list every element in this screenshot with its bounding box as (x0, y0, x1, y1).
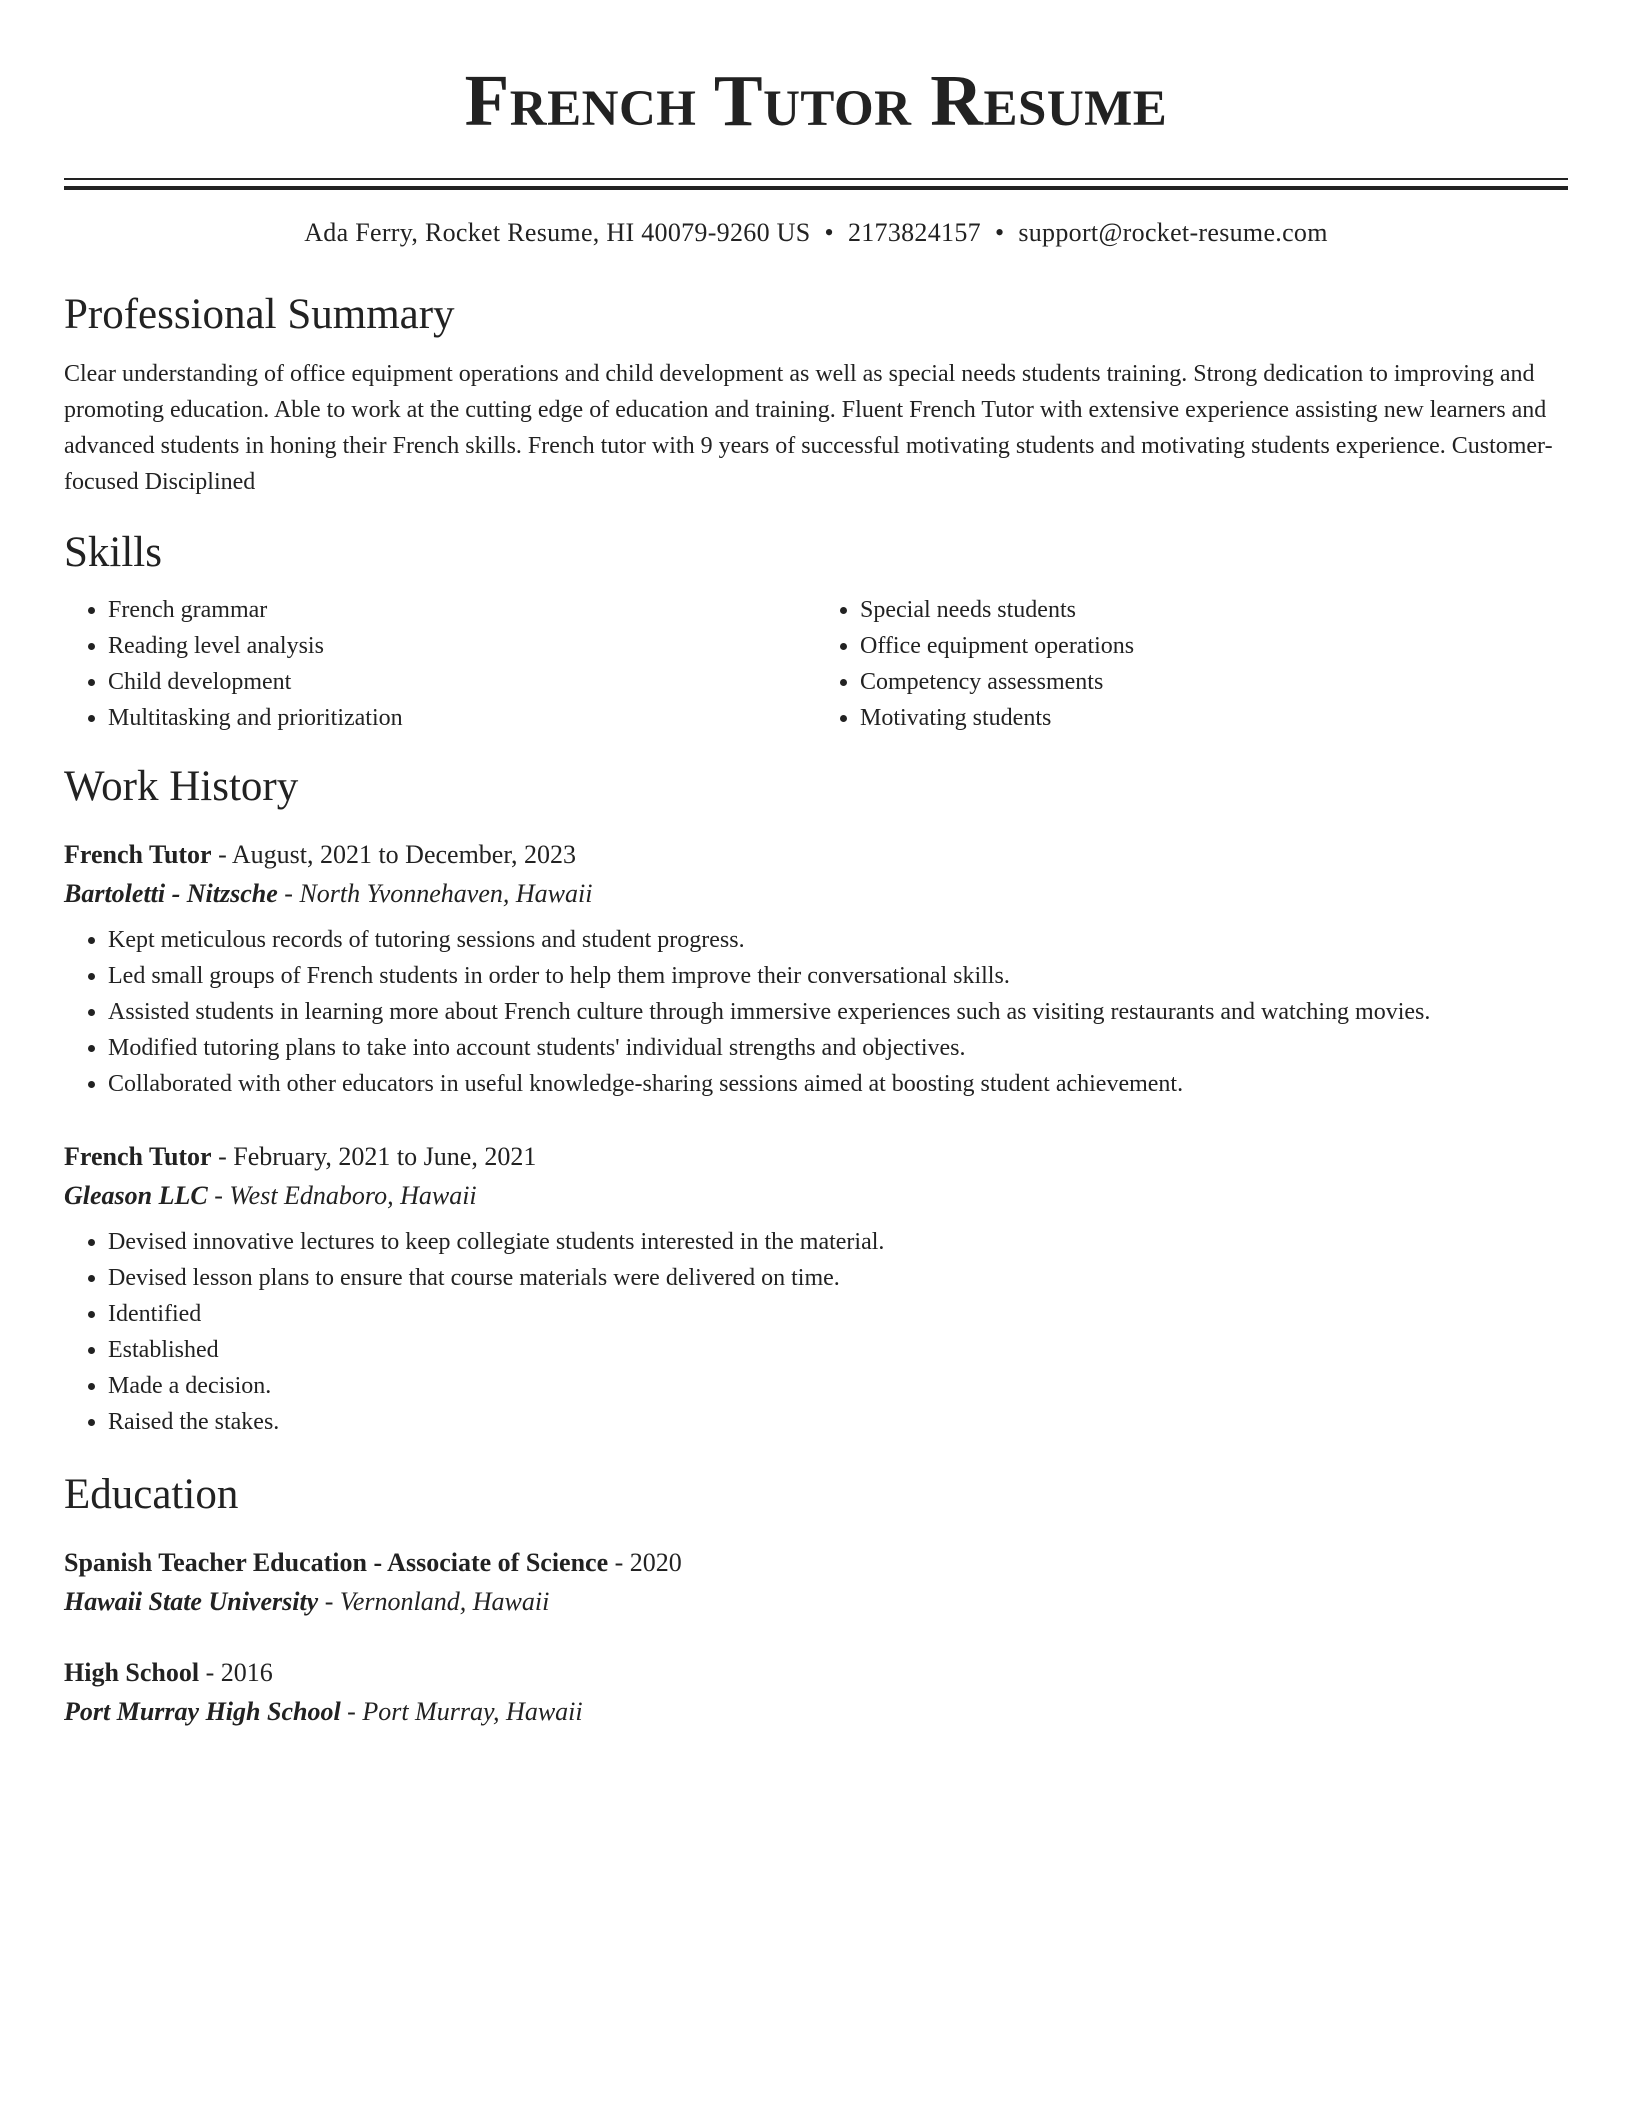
skill-item: • French grammar (108, 592, 816, 628)
education-year: - 2020 (608, 1548, 682, 1577)
job-location: - North Yvonnehaven, Hawaii (277, 879, 593, 908)
education-entry (64, 1654, 1568, 1732)
job-title: French Tutor (64, 840, 212, 869)
job-duty: • Assisted students in learning more about French culture through immersive experiences such as visiting restaurants and watching movies. (108, 994, 1568, 1030)
education-year: - 2016 (199, 1658, 273, 1687)
skills-heading: Skills (64, 529, 162, 576)
job-duty: • Modified tutoring plans to take into account students' individual strengths and objectives. (108, 1030, 1568, 1066)
job-dates: - August, 2021 to December, 2023 (211, 840, 576, 869)
work-history-heading: Work History (64, 763, 299, 810)
education-school-line (64, 1692, 1568, 1732)
job-company: Bartoletti - Nitzsche (64, 879, 278, 908)
job-duty: • Made a decision. (108, 1368, 1568, 1404)
skill-item: • Motivating students (860, 700, 1568, 736)
skill-item: • Child development (108, 664, 816, 700)
job-duty: • Identified (108, 1296, 1568, 1332)
job-employer-line (64, 1176, 1568, 1216)
skills-grid (64, 592, 1568, 736)
resume-title: French Tutor Resume (464, 60, 1168, 141)
job-title: French Tutor (64, 1142, 212, 1171)
education-location: - Vernonland, Hawaii (318, 1587, 550, 1616)
job-entry (64, 1138, 1568, 1440)
skill-item: • Competency assessments (860, 664, 1568, 700)
title-double-rule (64, 178, 1568, 190)
education-header (64, 1544, 1568, 1582)
job-dates: - February, 2021 to June, 2021 (211, 1142, 537, 1171)
skill-item: • Special needs students (860, 592, 1568, 628)
education-school: Hawaii State University (64, 1587, 319, 1616)
professional-summary-section (64, 288, 1568, 500)
summary-heading: Professional Summary (64, 291, 455, 338)
work-history-section (64, 760, 1568, 1440)
education-header (64, 1654, 1568, 1692)
education-degree: Spanish Teacher Education - Associate of Science (64, 1548, 609, 1577)
contact-separator: • (824, 218, 834, 247)
job-header (64, 836, 1568, 874)
skill-item: • Office equipment operations (860, 628, 1568, 664)
job-duty: • Collaborated with other educators in useful knowledge-sharing sessions aimed at boosting student achievement. (108, 1066, 1568, 1102)
job-duties-list (64, 922, 1568, 1102)
education-school: Port Murray High School (64, 1697, 341, 1726)
job-duty: • Devised innovative lectures to keep collegiate students interested in the material. (108, 1224, 1568, 1260)
job-duty: • Kept meticulous records of tutoring sessions and student progress. (108, 922, 1568, 958)
education-location: - Port Murray, Hawaii (340, 1697, 583, 1726)
job-duty: • Devised lesson plans to ensure that course materials were delivered on time. (108, 1260, 1568, 1296)
skills-list-left (64, 592, 816, 736)
education-degree: High School (64, 1658, 200, 1687)
job-duty: • Raised the stakes. (108, 1404, 1568, 1440)
job-employer-line (64, 874, 1568, 914)
job-duty: • Led small groups of French students in order to help them improve their conversational skills. (108, 958, 1568, 994)
job-header (64, 1138, 1568, 1176)
skills-list-right (816, 592, 1568, 736)
education-section (64, 1468, 1568, 1732)
education-school-line (64, 1582, 1568, 1622)
job-duties-list (64, 1224, 1568, 1440)
skill-item: • Reading level analysis (108, 628, 816, 664)
contact-line (64, 216, 1568, 250)
summary-text: Clear understanding of office equipment operations and child development as well as special needs students training. Strong dedication to improving and promoting education. Able to work at the cutting edge of education and training. Fluent French Tutor with extensive experience assisting new learners and advanced students in honing their French skills. French tutor with 9 years of successful motivating students and motivating students experience. Customer-focused Disciplined (64, 361, 1553, 495)
job-duty: • Established (108, 1332, 1568, 1368)
education-heading: Education (64, 1471, 239, 1518)
contact-separator: • (994, 218, 1005, 247)
contact-phone: 2173824157 (847, 218, 981, 247)
job-company: Gleason LLC (64, 1181, 208, 1210)
job-entry (64, 836, 1568, 1102)
job-location: - West Ednaboro, Hawaii (207, 1181, 477, 1210)
skills-section (64, 526, 1568, 736)
contact-address: Ada Ferry, Rocket Resume, HI 40079-9260 US (304, 218, 811, 247)
education-entry (64, 1544, 1568, 1622)
skill-item: • Multitasking and prioritization (108, 700, 816, 736)
contact-email: support@rocket-resume.com (1018, 218, 1328, 247)
